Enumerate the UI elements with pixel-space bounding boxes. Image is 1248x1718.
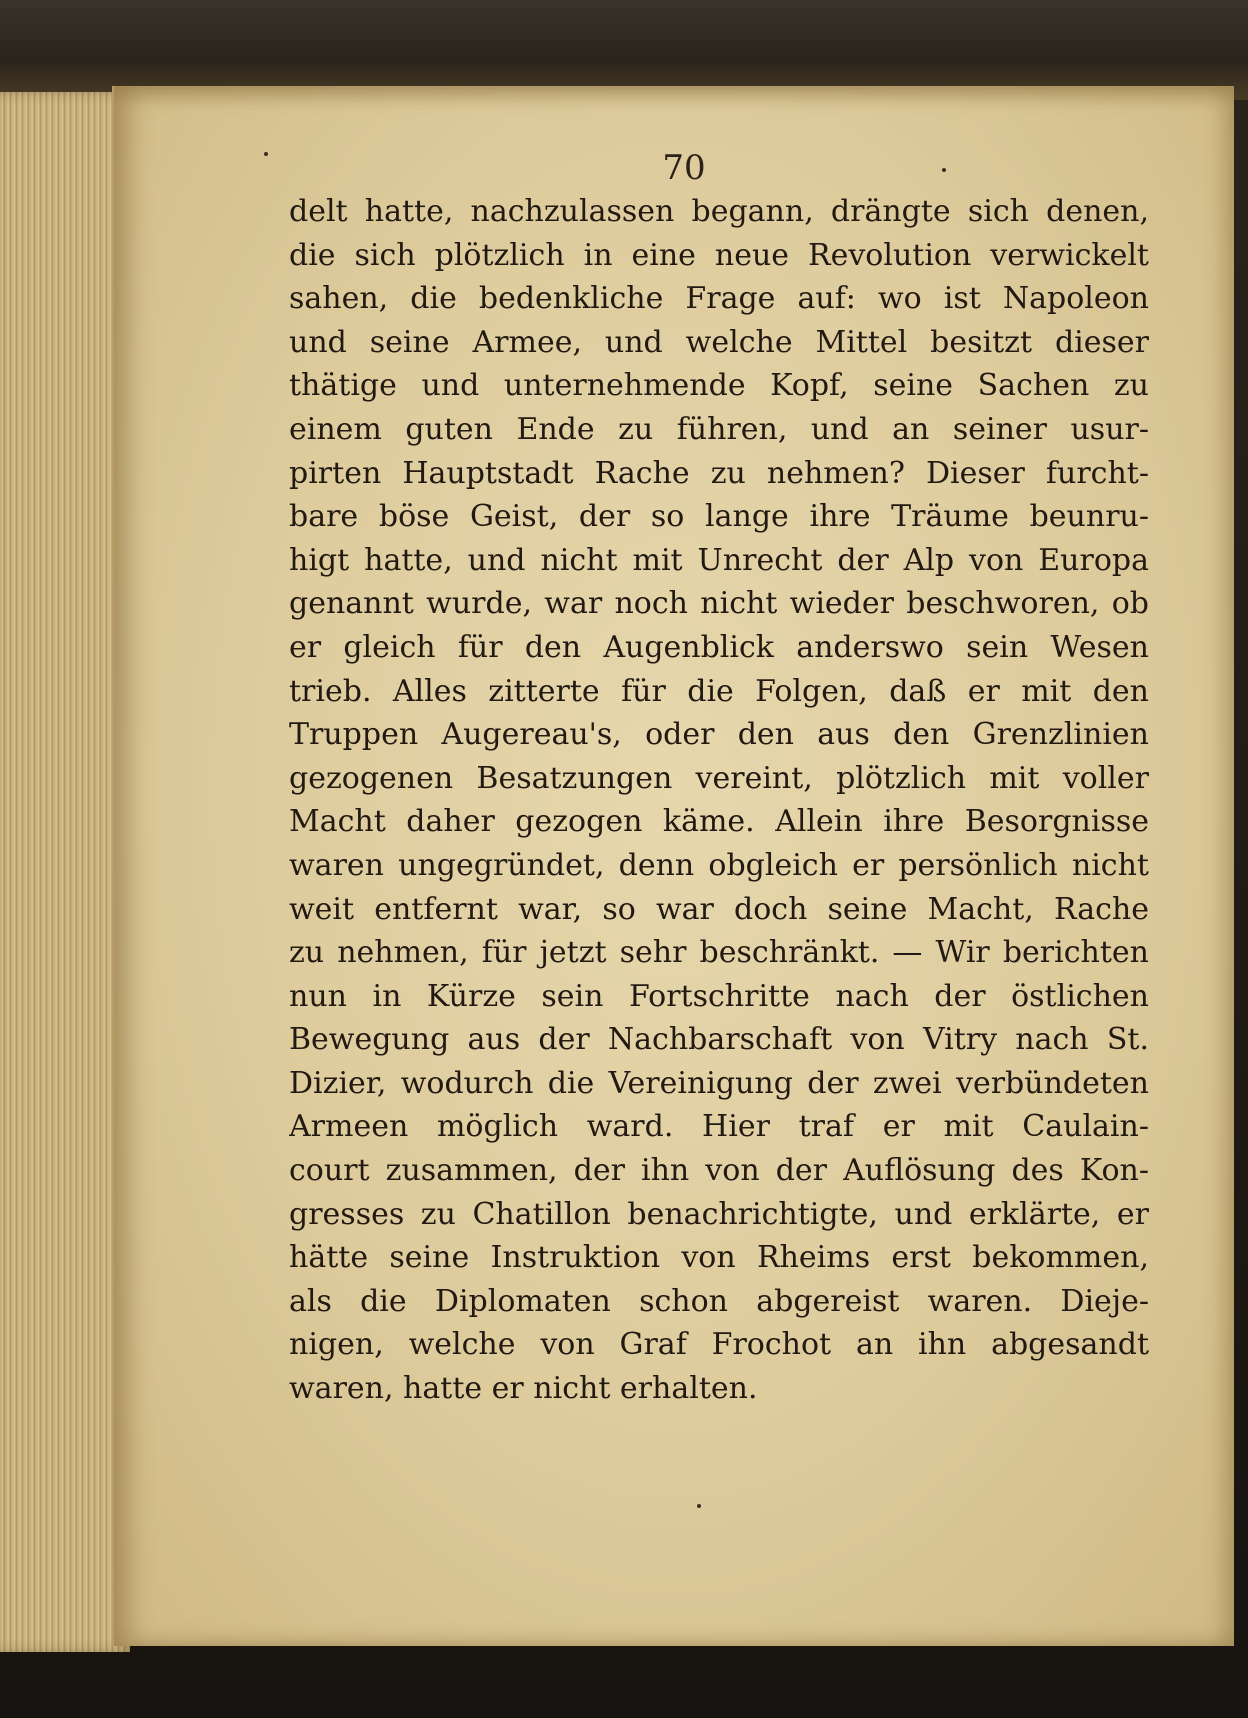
ink-speck — [264, 152, 268, 156]
text-line: bare böse Geist, der so lange ihre Träume beunru- — [289, 499, 1149, 535]
text-line: gresses zu Chatillon benachrichtigte, und erklärte, er — [289, 1196, 1149, 1232]
text-line: gezogenen Besatzungen vereint, plötzlich mit voller — [289, 760, 1149, 796]
text-line: nigen, welche von Graf Frochot an ihn abgesandt — [289, 1327, 1149, 1363]
text-line: Truppen Augereau's, oder den aus den Grenzlinien — [289, 717, 1149, 753]
book-page — [112, 86, 1234, 1646]
text-line: Armeen möglich ward. Hier traf er mit Caulain- — [289, 1109, 1149, 1145]
page-number: 70 — [662, 148, 706, 188]
text-line: waren, hatte er nicht erhalten. — [289, 1371, 758, 1407]
text-line: genannt wurde, war noch nicht wieder beschworen, ob — [289, 586, 1149, 622]
book-cover-edge — [0, 0, 1248, 100]
text-line: er gleich für den Augenblick anderswo sein Wesen — [289, 629, 1149, 665]
text-line: court zusammen, der ihn von der Auflösung des Kon- — [289, 1153, 1149, 1189]
text-line: Dizier, wodurch die Vereinigung der zwei verbündeten — [289, 1065, 1149, 1101]
text-line: trieb. Alles zitterte für die Folgen, daß er mit den — [289, 673, 1149, 709]
text-line: hätte seine Instruktion von Rheims erst bekommen, — [289, 1240, 1149, 1276]
page-edges — [0, 92, 130, 1652]
text-line: higt hatte, und nicht mit Unrecht der Alp von Europa — [289, 542, 1149, 578]
text-line: zu nehmen, für jetzt sehr beschränkt. — Wir berichten — [289, 935, 1149, 971]
text-line: als die Diplomaten schon abgereist waren. Dieje- — [289, 1283, 1149, 1319]
text-line: Macht daher gezogen käme. Allein ihre Besorgnisse — [289, 804, 1149, 840]
text-line: und seine Armee, und welche Mittel besitzt dieser — [289, 324, 1149, 360]
text-line: weit entfernt war, so war doch seine Macht, Rache — [289, 891, 1149, 927]
text-line: einem guten Ende zu führen, und an seiner usur- — [289, 411, 1149, 447]
text-line: sahen, die bedenkliche Frage auf: wo ist Napoleon — [289, 281, 1149, 317]
text-line: Bewegung aus der Nachbarschaft von Vitry nach St. — [289, 1022, 1149, 1058]
ink-speck — [697, 1504, 701, 1508]
text-line: delt hatte, nachzulassen begann, drängte sich denen, — [289, 194, 1149, 229]
text-line: waren ungegründet, denn obgleich er persönlich nicht — [289, 847, 1149, 883]
body-text — [289, 190, 1149, 1411]
text-line: thätige und unternehmende Kopf, seine Sachen zu — [289, 368, 1149, 404]
text-line: pirten Hauptstadt Rache zu nehmen? Dieser furcht- — [289, 455, 1149, 491]
ink-speck — [942, 168, 946, 172]
text-line: nun in Kürze sein Fortschritte nach der östlichen — [289, 978, 1149, 1014]
text-line: die sich plötzlich in eine neue Revolution verwickelt — [289, 237, 1149, 273]
